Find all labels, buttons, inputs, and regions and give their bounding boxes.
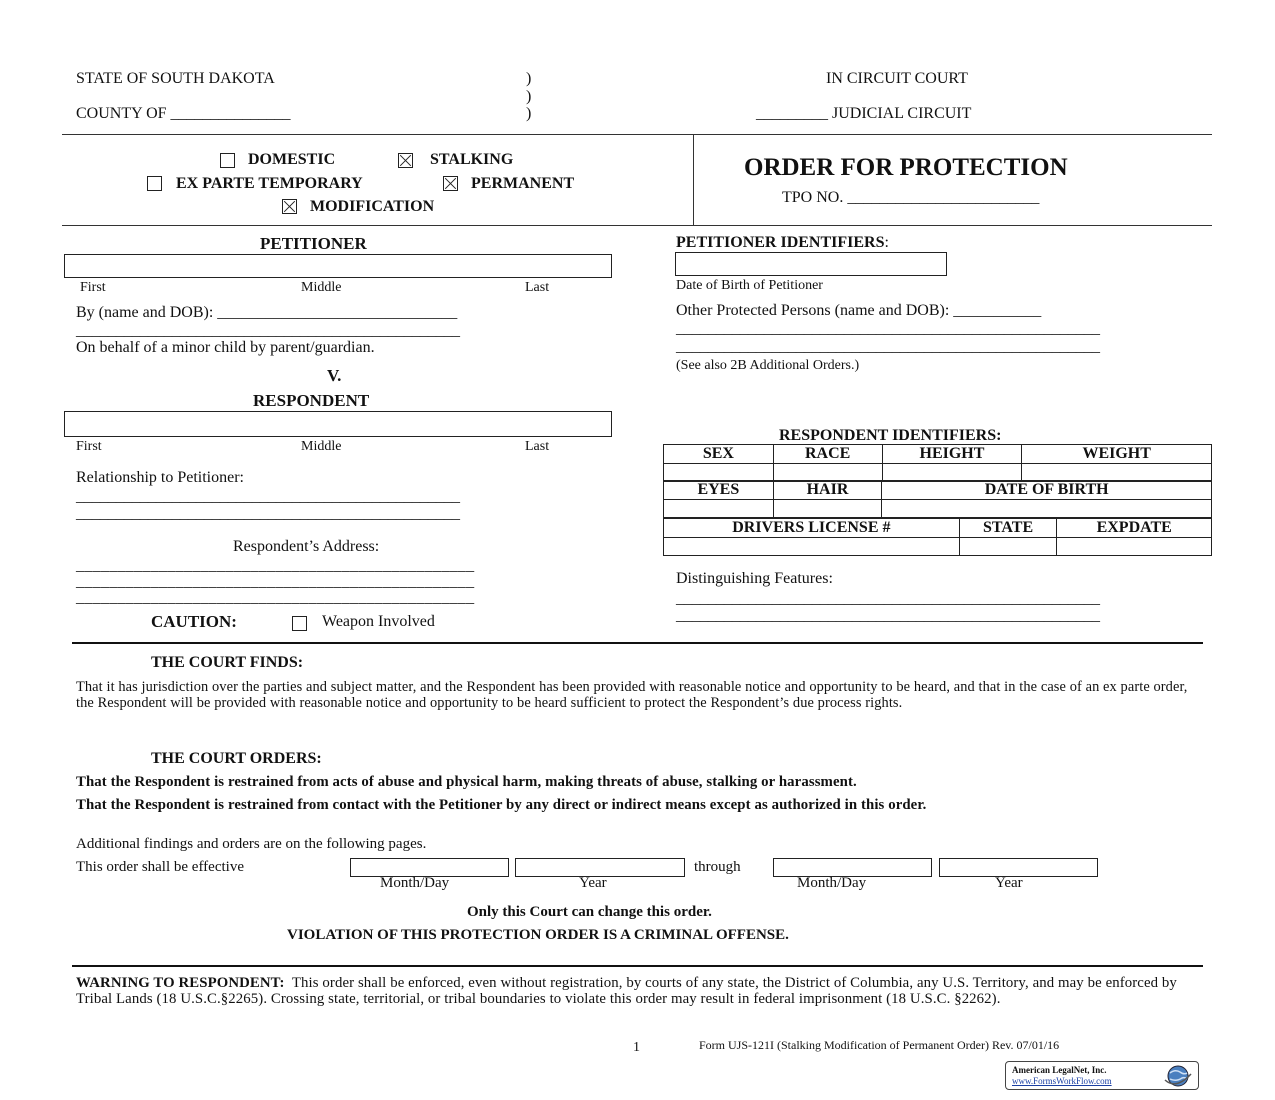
weight-cell[interactable]	[1022, 464, 1212, 482]
page-title: ORDER FOR PROTECTION	[744, 154, 1068, 181]
middle-label: Middle	[301, 280, 342, 295]
relationship-line: ________________________________________________	[76, 488, 460, 505]
permanent-checkbox[interactable]	[443, 176, 458, 191]
caption-paren: )	[526, 105, 532, 122]
only-court-note: Only this Court can change this order.	[467, 904, 712, 920]
address-line: ________________________________________________	[76, 557, 475, 574]
petitioner-dob-label: Date of Birth of Petitioner	[676, 278, 823, 293]
race-header: RACE	[773, 445, 882, 464]
divider	[62, 225, 1212, 226]
last-label: Last	[525, 439, 550, 454]
caption-paren: )	[526, 70, 532, 87]
stalking-label: STALKING	[430, 151, 514, 168]
height-cell[interactable]	[882, 464, 1022, 482]
american-legalnet-logo[interactable]	[1005, 1061, 1199, 1090]
on-behalf-text: On behalf of a minor child by parent/guardian.	[76, 339, 375, 356]
sex-header: SEX	[664, 445, 774, 464]
expdate-header: EXPDATE	[1057, 519, 1212, 538]
race-cell[interactable]	[773, 464, 882, 482]
weapon-involved-label: Weapon Involved	[322, 613, 435, 630]
violation-notice: VIOLATION OF THIS PROTECTION ORDER IS A CRIMINAL OFFENSE.	[287, 927, 789, 943]
distinguishing-features-label: Distinguishing Features:	[676, 570, 833, 587]
effective-label: This order shall be effective	[76, 859, 244, 875]
caution-label: CAUTION:	[151, 612, 237, 631]
features-line: _____________________________________________________	[676, 607, 1100, 624]
court-label: IN CIRCUIT COURT	[826, 70, 968, 87]
order-restrain-abuse: That the Respondent is restrained from acts of abuse and physical harm, making threats of abuse, stalking or harassment.	[76, 774, 857, 790]
tpo-number: TPO NO. ________________________	[782, 189, 1040, 206]
ex-parte-label: EX PARTE TEMPORARY	[176, 175, 363, 192]
see-also-note: (See also 2B Additional Orders.)	[676, 358, 860, 373]
warning-to-respondent: WARNING TO RESPONDENT: This order shall be enforced, even without registration, by courts of any state, the District of Columbia, any U.S. Territory, and may be enforced by Tribal Lands (18 U.S.C.§2265). Crossing state, territorial, or tribal boundaries to violate this order may result in federal imprisonment (18 U.S.C. §2262).	[76, 975, 1177, 1007]
divider	[693, 134, 694, 226]
other-protected-line: _____________________________________________________	[676, 338, 1100, 355]
globe-icon	[1162, 1064, 1194, 1088]
respondent-name-field[interactable]	[64, 411, 612, 437]
ex-parte-checkbox[interactable]	[147, 176, 162, 191]
modification-checkbox[interactable]	[282, 199, 297, 214]
page-number: 1	[633, 1040, 640, 1055]
respondent-identifiers-table	[663, 444, 1212, 482]
eyes-cell[interactable]	[664, 500, 774, 518]
domestic-label: DOMESTIC	[248, 151, 336, 168]
address-line: ________________________________________________	[76, 589, 475, 606]
order-restrain-contact: That the Respondent is restrained from contact with the Petitioner by any direct or indirect means except as authorized in this order.	[76, 797, 927, 813]
first-label: First	[76, 439, 102, 454]
court-finds-heading: THE COURT FINDS:	[151, 654, 304, 671]
respondent-heading: RESPONDENT	[253, 391, 370, 410]
license-cell[interactable]	[664, 538, 960, 556]
month-day-label: Month/Day	[797, 875, 867, 891]
petitioner-heading: PETITIONER	[260, 234, 367, 253]
address-line: ________________________________________________	[76, 573, 475, 590]
first-label: First	[80, 280, 106, 295]
petitioner-dob-field[interactable]	[675, 252, 947, 276]
state-cell[interactable]	[959, 538, 1057, 556]
county-label: COUNTY OF _______________	[76, 105, 291, 122]
permanent-label: PERMANENT	[471, 175, 575, 192]
weight-header: WEIGHT	[1022, 445, 1212, 464]
middle-label: Middle	[301, 439, 342, 454]
dob-cell[interactable]	[882, 500, 1212, 518]
year-label: Year	[995, 875, 1023, 891]
respondent-identifiers-table	[663, 480, 1212, 518]
petitioner-name-field[interactable]	[64, 254, 612, 278]
relationship-line: ________________________________________________	[76, 505, 460, 522]
respondent-license-table	[663, 518, 1212, 556]
height-header: HEIGHT	[882, 445, 1022, 464]
modification-label: MODIFICATION	[310, 198, 435, 215]
petitioner-identifiers-heading: PETITIONER IDENTIFIERS:	[676, 234, 889, 251]
versus-label: V.	[327, 366, 342, 385]
circuit-label: _________ JUDICIAL CIRCUIT	[756, 105, 972, 122]
dob-header: DATE OF BIRTH	[882, 481, 1212, 500]
other-protected-line: _____________________________________________________	[676, 320, 1100, 337]
divider	[72, 965, 1203, 967]
state-header: STATE	[959, 519, 1057, 538]
form-number: Form UJS-121I (Stalking Modification of Permanent Order) Rev. 07/01/16	[699, 1038, 1060, 1052]
divider	[72, 642, 1203, 644]
other-protected-persons: Other Protected Persons (name and DOB): ___________	[676, 302, 1042, 319]
hair-cell[interactable]	[773, 500, 882, 518]
state-label: STATE OF SOUTH DAKOTA	[76, 70, 275, 87]
logo-url[interactable]: www.FormsWorkFlow.com	[1012, 1076, 1112, 1086]
through-label: through	[694, 859, 741, 875]
domestic-checkbox[interactable]	[220, 153, 235, 168]
caption-paren: )	[526, 88, 532, 105]
court-finds-text: That it has jurisdiction over the parties and subject matter, and the Respondent has been provided with reasonable notice and opportunity to be heard, and that in the case of an ex parte order, the Respondent will be provided with reasonable notice and opportunity to be heard sufficient to protect the Respondent’s due process rights.	[76, 679, 1188, 711]
by-name-dob: By (name and DOB): ______________________________	[76, 304, 458, 321]
hair-header: HAIR	[773, 481, 882, 500]
year-label: Year	[579, 875, 607, 891]
relationship-label: Relationship to Petitioner:	[76, 469, 244, 486]
respondent-identifiers-heading: RESPONDENT IDENTIFIERS:	[779, 427, 1002, 444]
weapon-involved-checkbox[interactable]	[292, 616, 307, 631]
last-label: Last	[525, 280, 550, 295]
stalking-checkbox[interactable]	[398, 153, 413, 168]
logo-company-name: American LegalNet, Inc.	[1012, 1065, 1107, 1075]
sex-cell[interactable]	[664, 464, 774, 482]
court-orders-heading: THE COURT ORDERS:	[151, 750, 322, 767]
by-name-dob-line: ________________________________________________	[76, 322, 460, 339]
respondent-address-label: Respondent’s Address:	[233, 538, 380, 555]
features-line: _____________________________________________________	[676, 590, 1100, 607]
divider	[62, 134, 1212, 135]
license-header: DRIVERS LICENSE #	[664, 519, 960, 538]
expdate-cell[interactable]	[1057, 538, 1212, 556]
month-day-label: Month/Day	[380, 875, 450, 891]
additional-findings-note: Additional findings and orders are on the following pages.	[76, 836, 427, 852]
eyes-header: EYES	[664, 481, 774, 500]
